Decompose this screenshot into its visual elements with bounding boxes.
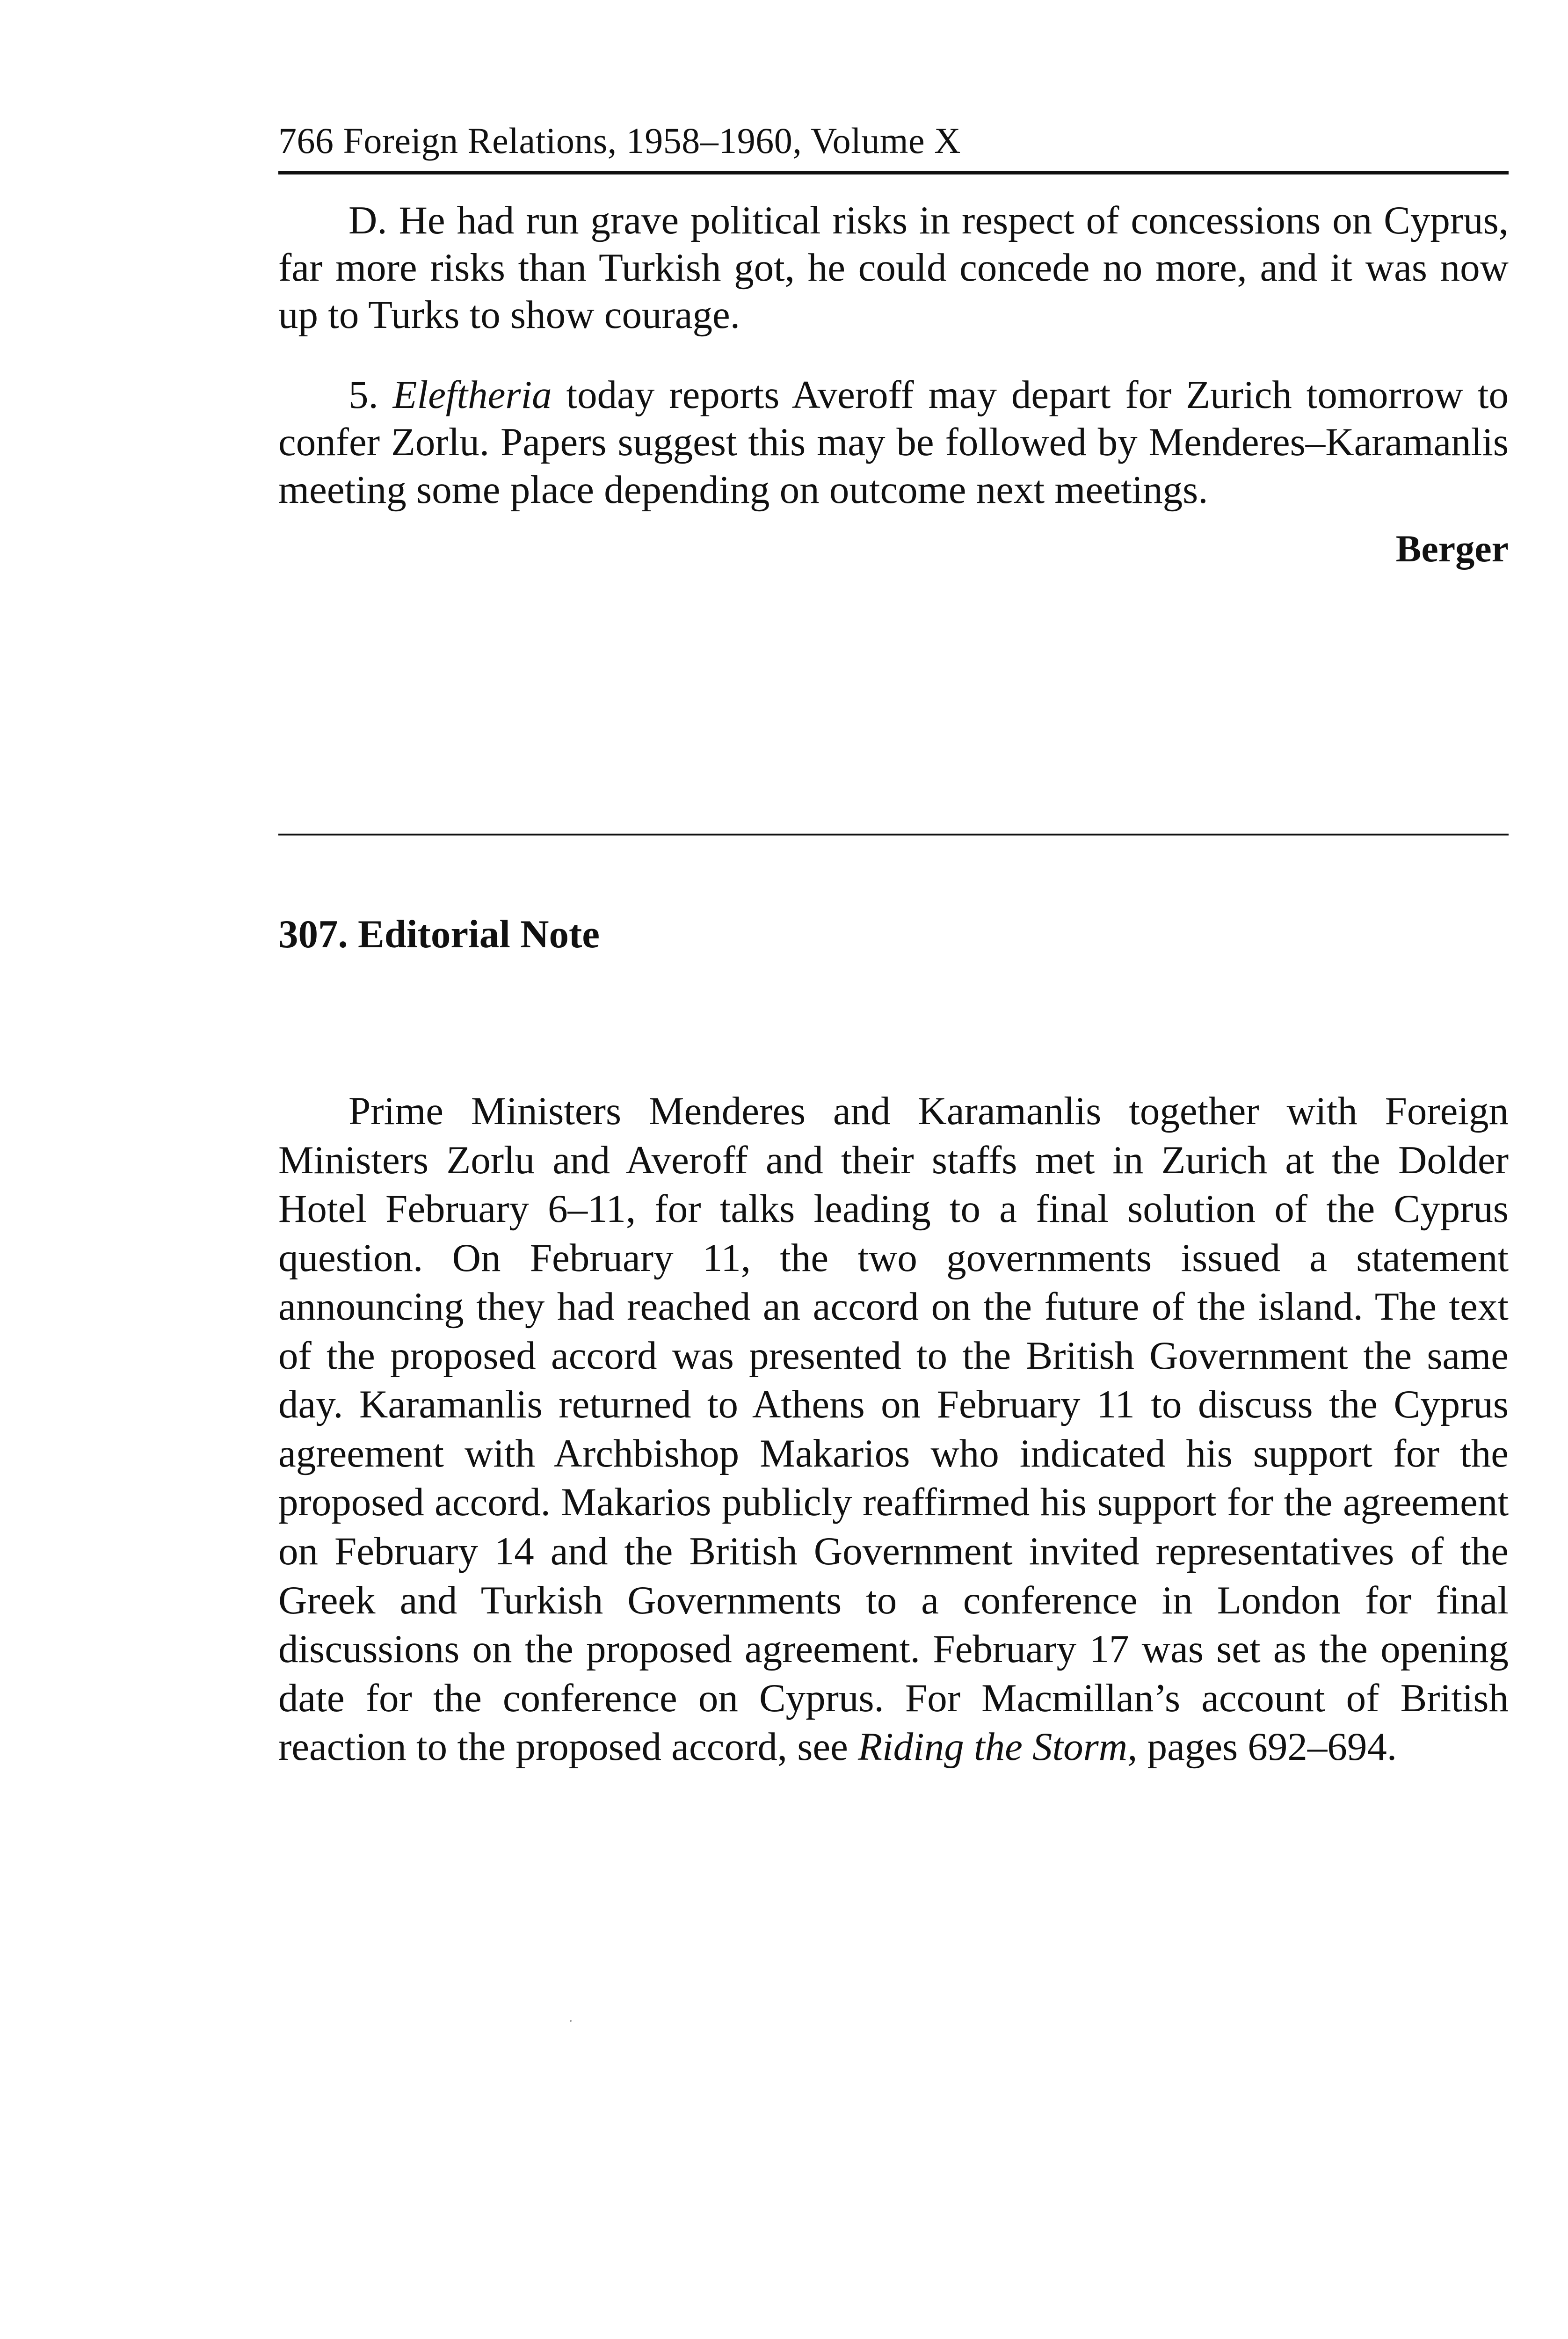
book-title: Riding the Storm, [858, 1725, 1138, 1769]
paragraph-5-text: today reports Averoff may depart for Zurich tomorrow to confer Zorlu. Papers suggest this may be followed by Menderes–Karamanlis meeting some place depending on outcome next meetings. [278, 373, 1509, 512]
header-rule [278, 171, 1509, 174]
citation-pages: pages 692–694. [1147, 1725, 1397, 1769]
paragraph-d: D. He had run grave political risks in respect of concessions on Cyprus, far more risks than Turkish got, he could concede no more, and it was now up to Turks to show courage. [278, 198, 1509, 337]
paragraph-5-number: 5. [348, 373, 378, 417]
running-head: 766 Foreign Relations, 1958–1960, Volume X [278, 120, 961, 161]
signature: Berger [1395, 527, 1509, 570]
paragraph-5 [278, 371, 1509, 513]
editorial-note-body [278, 1087, 1509, 1772]
document-page [278, 121, 1509, 1772]
newspaper-title: Eleftheria [392, 373, 552, 417]
editorial-note-text: Prime Ministers Menderes and Karamanlis together with Foreign Ministers Zorlu and Averoff and their staffs met in Zurich at the Dolder Hotel February 6–11, for talks leading to a final solution of the Cyprus question. On February 11, the two governments issued a statement announcing they had reached an accord on the future of the island. The text of the proposed accord was presented to the British Government the same day. Karamanlis returned to Athens on February 11 to discuss the Cyprus agreement with Archbishop Makarios who indicated his support for the proposed accord. Makarios publicly reaffirmed his support for the agreement on February 14 and the British Government invited representatives of the Greek and Turkish Governments to a conference in London for final discussions on the proposed agreement. February 17 was set as the opening date for the conference on Cyprus. For Macmillan’s account of British reaction to the proposed accord, see [278, 1089, 1509, 1769]
document-heading: 307. Editorial Note [278, 912, 600, 957]
section-divider [278, 834, 1509, 835]
stray-mark [570, 2020, 572, 2022]
